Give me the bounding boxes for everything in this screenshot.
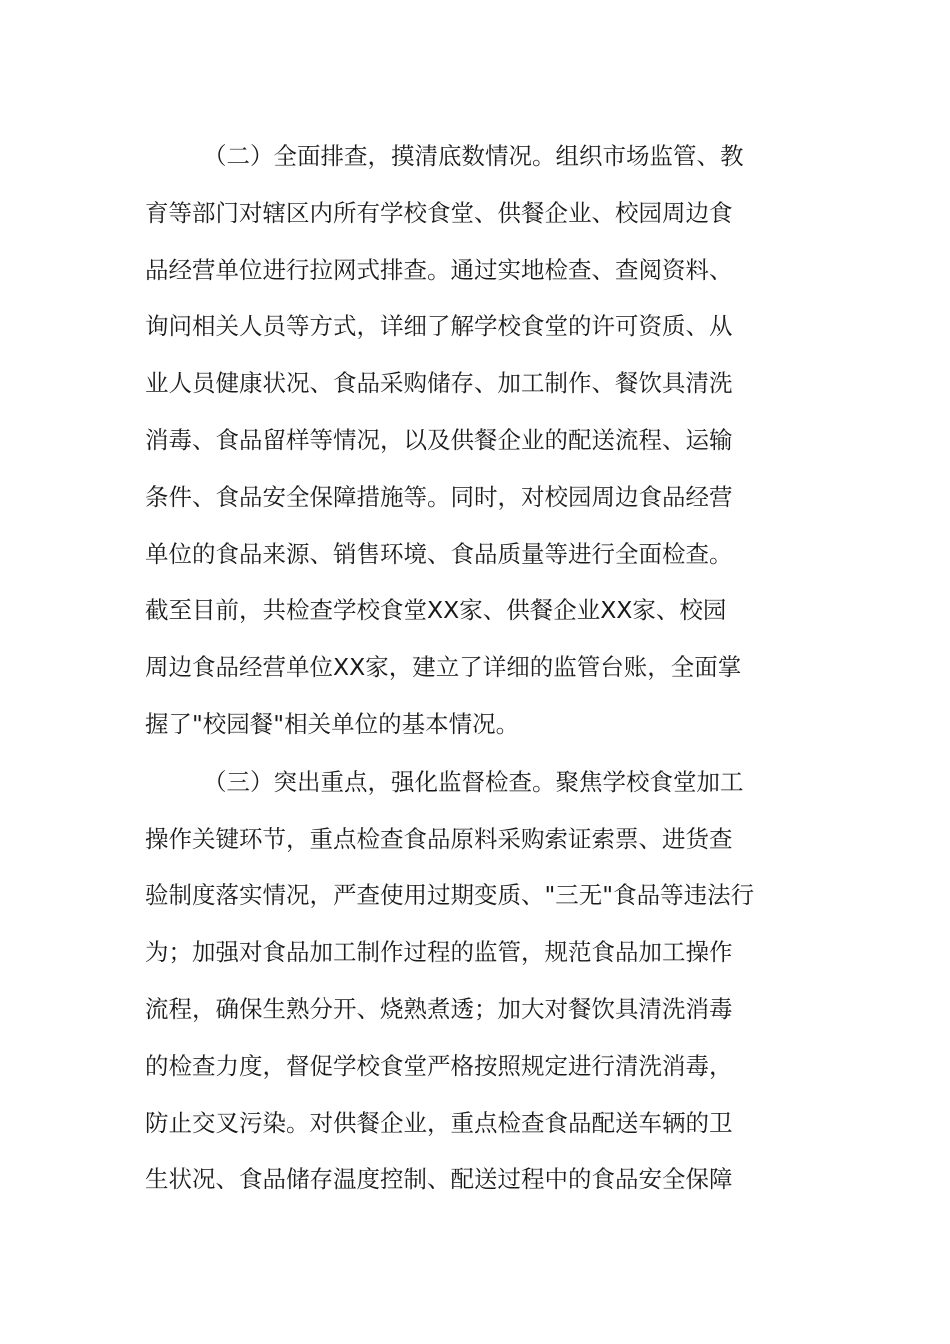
text-line: 操作关键环节，重点检查食品原料采购索证索票、进货查 (145, 824, 733, 853)
text-line: 业人员健康状况、食品采购储存、加工制作、餐饮具清洗 (145, 369, 733, 398)
document-body (145, 128, 807, 1208)
text-line: （二）全面排查，摸清底数情况。组织市场监管、教 (203, 142, 744, 170)
text-line: 截至目前，共检查学校食堂XX家、供餐企业XX家、校园 (145, 596, 727, 625)
text-line: 条件、食品安全保障措施等。同时，对校园周边食品经营 (145, 482, 733, 511)
text-line: （三）突出重点，强化监督检查。聚焦学校食堂加工 (203, 767, 744, 796)
text-line: 询问相关人员等方式，详细了解学校食堂的许可资质、从 (145, 312, 733, 341)
paragraph-section-2 (145, 128, 807, 753)
text-line: 周边食品经营单位XX家，建立了详细的监管台账，全面掌 (145, 653, 742, 682)
text-line: 防止交叉污染。对供餐企业，重点检查食品配送车辆的卫 (145, 1108, 733, 1137)
text-line: 生状况、食品储存温度控制、配送过程中的食品安全保障 (145, 1165, 733, 1194)
text-line: 握了"校园餐"相关单位的基本情况。 (145, 709, 520, 738)
text-line: 流程，确保生熟分开、烧熟煮透；加大对餐饮具清洗消毒 (145, 994, 733, 1023)
text-line: 消毒、食品留样等情况，以及供餐企业的配送流程、运输 (145, 425, 733, 454)
text-line: 单位的食品来源、销售环境、食品质量等进行全面检查。 (145, 539, 733, 568)
paragraph-section-3 (145, 754, 807, 1208)
text-line: 验制度落实情况，严查使用过期变质、"三无"食品等违法行 (145, 881, 755, 910)
text-line: 的检查力度，督促学校食堂严格按照规定进行清洗消毒， (145, 1051, 733, 1080)
text-line: 品经营单位进行拉网式排查。通过实地检查、查阅资料、 (145, 255, 733, 284)
text-line: 为；加强对食品加工制作过程的监管，规范食品加工操作 (145, 938, 733, 967)
text-line: 育等部门对辖区内所有学校食堂、供餐企业、校园周边食 (145, 198, 733, 227)
